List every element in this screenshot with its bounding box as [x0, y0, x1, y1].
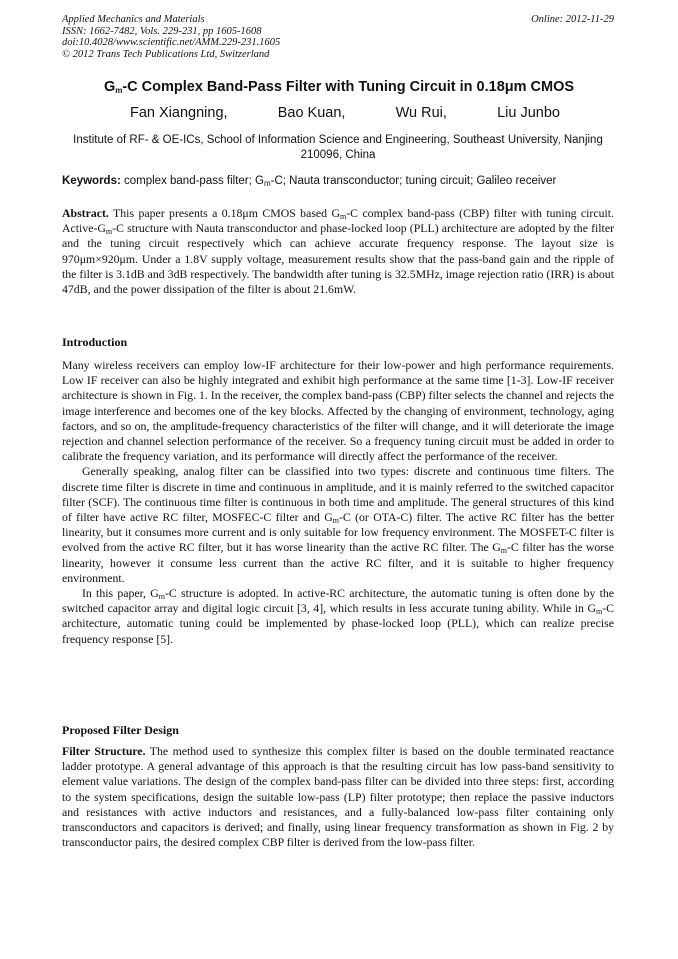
affiliation: Institute of RF- & OE-ICs, School of Information Science and Engineering, Southeast University, Nanjing 210096, China [73, 134, 603, 161]
journal-name: Applied Mechanics and Materials [62, 14, 205, 25]
paper-title: $G_m-C$ Complex Band-Pass Filter with Tuning Circuit in 0.18μm CMOS [103, 79, 575, 95]
author: Liu Junbo [497, 105, 560, 121]
keywords-text: complex band-pass filter; $G_m-C$; Nauta transconductor; tuning circuit; Galileo receiver [120, 175, 557, 188]
author: Fan Xiangning, [130, 105, 228, 121]
abstract-text: This paper presents a 0.18μm CMOS based $G_m-C$ complex band-pass (CBP) filter with tuning circuit. Active-$G_m-C$ structure with Nauta transconductor and phase-locked loop (PLL) architecture are adopted by the filter and the tuning circuit respectively which can achieve accurate frequency response. The layout size is 970μm×920μm. Under a 1.8V supply voltage, measurement results show that the pass-band gain and the ripple of the filter is 3.1dB and 3dB respectively. The bandwidth after tuning is 32.5MHz, image rejection ratio (IRR) is about 47dB, and the power dissipation of the filter is about 21.6mW. [62, 206, 615, 297]
design-body [62, 744, 614, 850]
author: Bao Kuan, [277, 105, 346, 121]
doi: doi:10.4028/www.scientific.net/AMM.229-231.1605 [62, 37, 281, 48]
paragraph: Generally speaking, analog filter can be classified into two types: discrete and continuous time filters. The discrete time filter is discrete in time and continuous in amplitude, and it is mainly referred to the switched capacitor filter (SCF). The continuous time filter is continuous in both time and amplitude. The general structures of this kind of filter have active RC filter, MOSFEC-C filter and $G_m-C$ (or OTA-C) filter. The active RC filter has the better linearity, but it consumes more current and is only suitable for low frequency environment. The MOSFET-C filter is evolved from the active RC filter, but it has worse linearity than the active RC filter. The $G_m-C$ filter has the worse linearity, however it consume less current than the active RC filter, and it is suitable to higher frequency environment. [62, 464, 614, 585]
introduction-body [62, 358, 614, 647]
online-date: Online: 2012-11-29 [531, 14, 614, 25]
author-list [130, 105, 560, 121]
section-heading-introduction: Introduction [62, 335, 128, 349]
subsection-label: Filter Structure. [62, 744, 146, 758]
abstract-label: Abstract. [62, 206, 109, 220]
keywords [62, 175, 622, 187]
paragraph: Many wireless receivers can employ low-IF architecture for their low-power and high performance requirements. Low IF receiver can also be highly integrated and exhibit high performance at the same time [1-3]. Low-IF receiver architecture is shown in Fig. 1. In the receiver, the complex band-pass (CBP) filter selects the channel and rejects the image interference and becomes one of the key blocks. Affected by the changing of environment, technology, aging factors, and so on, the amplitude-frequency characteristics of the filter will change, and it will deteriorate the image rejection and channel selection performance of the receiver. So a frequency tuning circuit must be added in order to calibrate the frequency variation, and its performance will directly affect the performance of the receiver. [62, 358, 614, 464]
design-text: The method used to synthesize this complex filter is based on the double terminated reactance ladder prototype. A general advantage of this approach is that the resulting circuit has low pass-band sensitivity to element value variations. The design of the complex band-pass filter can be divided into three steps: first, according to the system specifications, design the suitable low-pass (LP) filter prototype; then replace the passive inductors and resistances with active inductors and resistances, and a fully-balanced low-pass filter containing only transconductors and capacitors is derived; and finally, using linear frequency transformation as shown in Fig. 2 by transconductor pairs, the desired complex CBP filter is derived from the low-pass filter. [62, 744, 614, 850]
section-heading-design: Proposed Filter Design [62, 723, 179, 737]
paragraph: In this paper, $G_m-C$ structure is adopted. In active-RC architecture, the automatic tuning is often done by the switched capacitor array and digital logic circuit [3, 4], which results in less accurate tuning ability. While in $G_m-C$ architecture, automatic tuning could be implemented by phase-locked loop (PLL), which can realize precise frequency response [5]. [62, 586, 614, 646]
keywords-label: Keywords: [62, 175, 121, 187]
author: Wu Rui, [395, 105, 447, 121]
copyright: © 2012 Trans Tech Publications Ltd, Switzerland [62, 48, 270, 60]
issn: ISSN: 1662-7482, Vols. 229-231, pp 1605-1608 [62, 25, 262, 37]
journal-header [62, 14, 614, 60]
abstract [62, 206, 614, 297]
